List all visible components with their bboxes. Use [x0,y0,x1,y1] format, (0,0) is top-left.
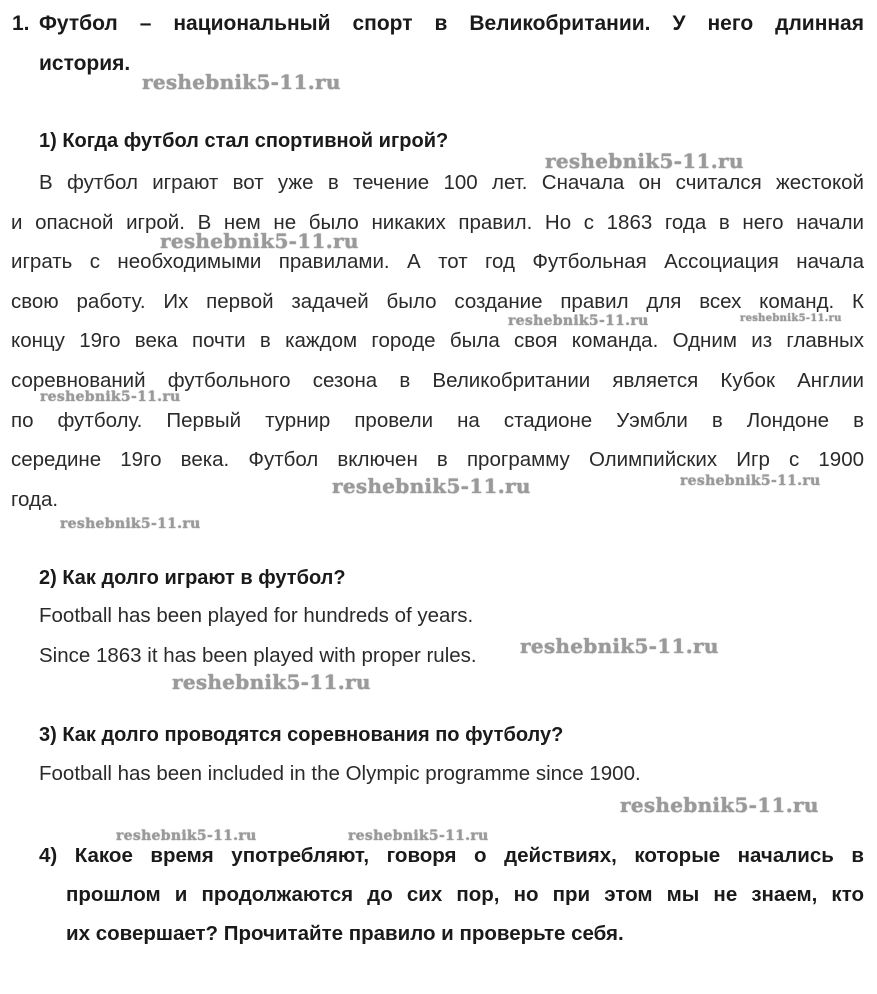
answer-1-line-4: свою работу. Их первой задачей было создание правил для всех команд. К [11,289,864,313]
question-4-line-1: 4) Какое время употребляют, говоря о действиях, которые начались в [39,844,864,867]
answer-1-line-9: года. [11,487,59,511]
task-heading-line-1: Футбол – национальный спорт в Великобритании. У него длинная [39,12,864,35]
watermark: reshebnik5-11.ru [332,474,531,498]
answer-2-line-2: Since 1863 it has been played with proper rules. [39,644,477,667]
watermark: reshebnik5-11.ru [116,828,257,844]
answer-1-line-2: и опасной игрой. В нем не было никаких правил. Но с 1863 года в него начали [11,210,864,234]
watermark: reshebnik5-11.ru [40,389,181,405]
watermark: reshebnik5-11.ru [508,313,649,329]
watermark: reshebnik5-11.ru [545,149,744,173]
watermark: reshebnik5-11.ru [740,313,842,324]
question-3: 3) Как долго проводятся соревнования по футболу? [39,724,564,746]
watermark: reshebnik5-11.ru [620,793,819,817]
answer-2-line-1: Football has been played for hundreds of years. [39,604,474,627]
answer-1-line-3: играть с необходимыми правилами. А тот год Футбольная Ассоциация начала [11,250,864,274]
watermark: reshebnik5-11.ru [60,516,201,532]
question-1: 1) Когда футбол стал спортивной игрой? [39,130,449,152]
question-2: 2) Как долго играют в футбол? [39,567,346,589]
watermark: reshebnik5-11.ru [142,70,341,94]
watermark: reshebnik5-11.ru [680,473,821,489]
answer-1-line-7: по футболу. Первый турнир провели на стадионе Уэмбли в Лондоне в [11,408,864,432]
watermark: reshebnik5-11.ru [160,229,359,253]
answer-1-text [11,163,864,519]
answer-1-line-8: середине 19го века. Футбол включен в программу Олимпийских Игр с 1900 [11,448,864,472]
task-heading-line-2: история. [39,52,131,75]
answer-1-line-1: В футбол играют вот уже в течение 100 лет. Сначала он считался жестокой [39,171,864,194]
answer-1-line-5: концу 19го века почти в каждом городе была своя команда. Одним из главных [11,329,864,353]
answer-1-line-6: соревнований футбольного сезона в Великобритании является Кубок Англии [11,368,864,392]
watermark: reshebnik5-11.ru [172,670,371,694]
question-4 [39,836,864,953]
question-4-line-2: прошлом и продолжаются до сих пор, но при этом мы не знаем, кто [66,883,864,906]
watermark: reshebnik5-11.ru [520,634,719,658]
task-number: 1. [12,12,30,35]
question-4-line-3: их совершает? Прочитайте правило и проверьте себя. [66,922,624,945]
answer-3-line-1: Football has been included in the Olympic programme since 1900. [39,762,641,785]
watermark: reshebnik5-11.ru [348,828,489,844]
